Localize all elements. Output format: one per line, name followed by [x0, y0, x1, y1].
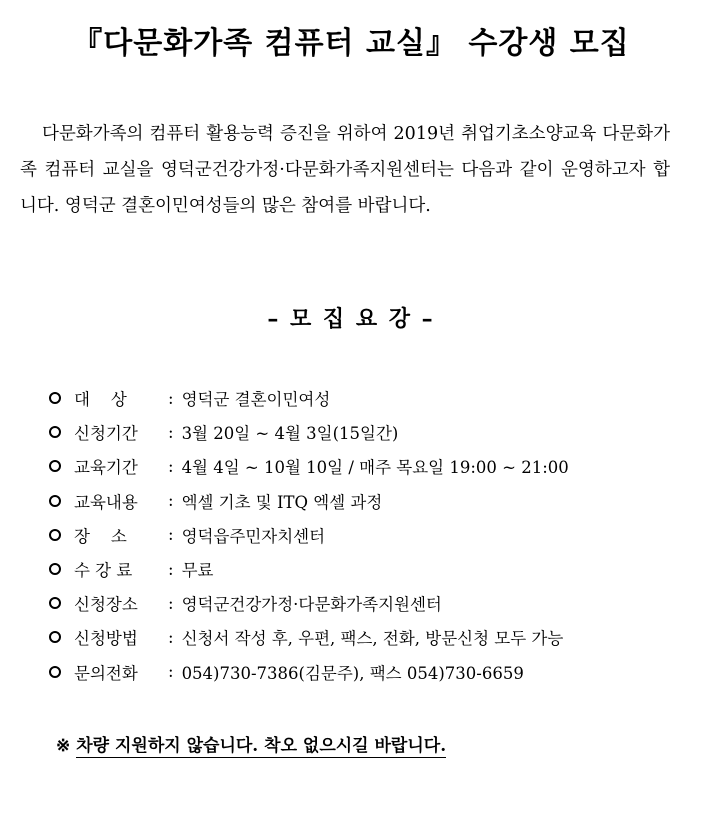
detail-item-target: [44, 381, 569, 415]
detail-value: 엑셀 기초 및 ITQ 엑셀 과정: [181, 492, 383, 512]
detail-item-education-content: [44, 484, 569, 518]
section-title: – 모 집 요 강 –: [267, 306, 435, 332]
detail-separator: :: [168, 422, 174, 442]
detail-label: 신청기간: [74, 424, 138, 444]
detail-item-contact: [44, 655, 569, 689]
detail-item-application-method: [44, 620, 569, 654]
detail-label: 신청방법: [74, 629, 138, 649]
circle-bullet-icon: [49, 563, 61, 575]
detail-item-education-period: [44, 449, 569, 483]
page-title: 『다문화가족 컴퓨터 교실』 수강생 모집: [72, 26, 630, 61]
detail-separator: :: [168, 593, 174, 613]
reference-mark-icon: ※: [56, 736, 71, 756]
detail-separator: :: [168, 456, 174, 476]
detail-separator: :: [168, 627, 174, 647]
detail-item-location: [44, 518, 569, 552]
circle-bullet-icon: [49, 460, 61, 472]
detail-label: 교육내용: [74, 492, 138, 512]
detail-value: 3월 20일 ~ 4월 3일(15일간): [181, 424, 399, 444]
detail-item-tuition: [44, 552, 569, 586]
circle-bullet-icon: [49, 392, 61, 404]
detail-value: 영덕군 결혼이민여성: [181, 390, 331, 410]
detail-value: 영덕군건강가정·다문화가족지원센터: [181, 595, 442, 615]
detail-label: 신청장소: [74, 595, 138, 615]
detail-label: 수 강 료: [74, 561, 133, 581]
detail-separator: :: [168, 559, 174, 579]
recruitment-details-list: [44, 381, 569, 689]
circle-bullet-icon: [49, 597, 61, 609]
detail-separator: :: [168, 491, 174, 511]
intro-paragraph: 다문화가족의 컴퓨터 활용능력 증진을 위하여 2019년 취업기초소양교육 다문화가족 컴퓨터 교실을 영덕군건강가정·다문화가족지원센터는 다음과 같이 운영하고자 합니다. 영덕군 결혼이민여성들의 많은 참여를 바랍니다.: [20, 124, 670, 216]
detail-item-application-period: [44, 415, 569, 449]
detail-separator: :: [168, 388, 174, 408]
detail-label: 문의전화: [74, 663, 138, 683]
circle-bullet-icon: [49, 631, 61, 643]
detail-value: 신청서 작성 후, 우편, 팩스, 전화, 방문신청 모두 가능: [181, 629, 564, 649]
circle-bullet-icon: [49, 495, 61, 507]
circle-bullet-icon: [49, 426, 61, 438]
detail-label: 대 상: [74, 390, 127, 410]
detail-separator: :: [168, 525, 174, 545]
detail-value: 054)730-7386(김문주), 팩스 054)730-6659: [181, 663, 524, 683]
detail-value: 영덕읍주민자치센터: [181, 526, 326, 546]
detail-label: 장 소: [74, 526, 127, 546]
detail-item-application-place: [44, 586, 569, 620]
circle-bullet-icon: [49, 529, 61, 541]
detail-label: 교육기간: [74, 458, 138, 478]
detail-value: 무료: [181, 561, 214, 581]
detail-value: 4월 4일 ~ 10월 10일 / 매주 목요일 19:00 ~ 21:00: [181, 458, 569, 478]
notice: [56, 731, 446, 756]
notice-text: 차량 지원하지 않습니다. 착오 없으시길 바랍니다.: [76, 736, 447, 756]
detail-separator: :: [168, 662, 174, 682]
circle-bullet-icon: [49, 666, 61, 678]
